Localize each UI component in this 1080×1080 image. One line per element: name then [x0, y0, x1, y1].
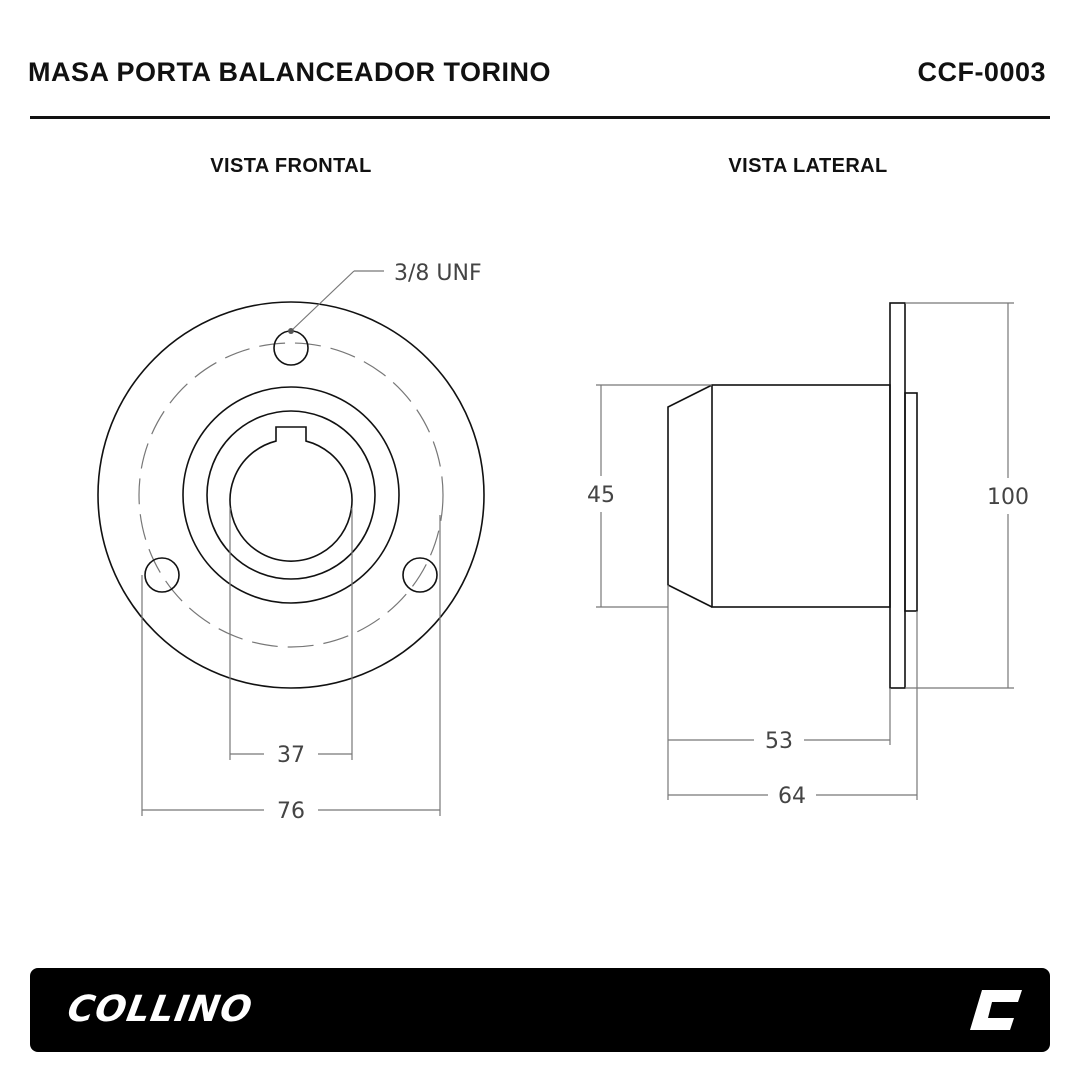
leader-dot	[288, 328, 294, 334]
keyed-bore	[230, 427, 352, 561]
flange-outer-circle	[98, 302, 484, 688]
bolt-hole-left	[145, 558, 179, 592]
thread-callout-text: 3/8 UNF	[394, 261, 482, 286]
overall-front-dimension-text: 76	[277, 799, 305, 824]
footer-bar	[30, 968, 1050, 1052]
rear-pilot	[905, 393, 917, 611]
drawing-title: MASA PORTA BALANCEADOR TORINO	[28, 57, 551, 87]
side-view	[668, 303, 917, 688]
front-view	[98, 302, 484, 688]
front-view-label: VISTA FRONTAL	[210, 155, 372, 177]
part-code: CCF-0003	[917, 57, 1046, 87]
bolt-hole-top	[274, 331, 308, 365]
bolt-circle	[139, 343, 443, 647]
brand-logo-text: COLLINO	[64, 989, 256, 1030]
flange-plate	[890, 303, 905, 688]
front-bore-dimension	[230, 508, 352, 760]
hub-length-dimension	[668, 585, 890, 800]
collino-c-logo-icon	[968, 986, 1024, 1034]
side-view-label: VISTA LATERAL	[728, 155, 888, 177]
hub-outer-circle	[183, 387, 399, 603]
thread-callout-leader	[291, 271, 384, 331]
overall-length-text: 64	[778, 784, 806, 809]
hub-length-text: 53	[765, 729, 793, 754]
front-overall-dimension	[142, 515, 440, 816]
bore-dimension-text: 37	[277, 743, 305, 768]
flange-diameter-text: 100	[987, 485, 1029, 510]
hub-chamfer-profile	[668, 385, 712, 607]
overall-length-dimension	[668, 611, 917, 800]
hub-inner-circle	[207, 411, 375, 579]
hub-diameter-text: 45	[587, 483, 615, 508]
hub-body	[712, 385, 890, 607]
